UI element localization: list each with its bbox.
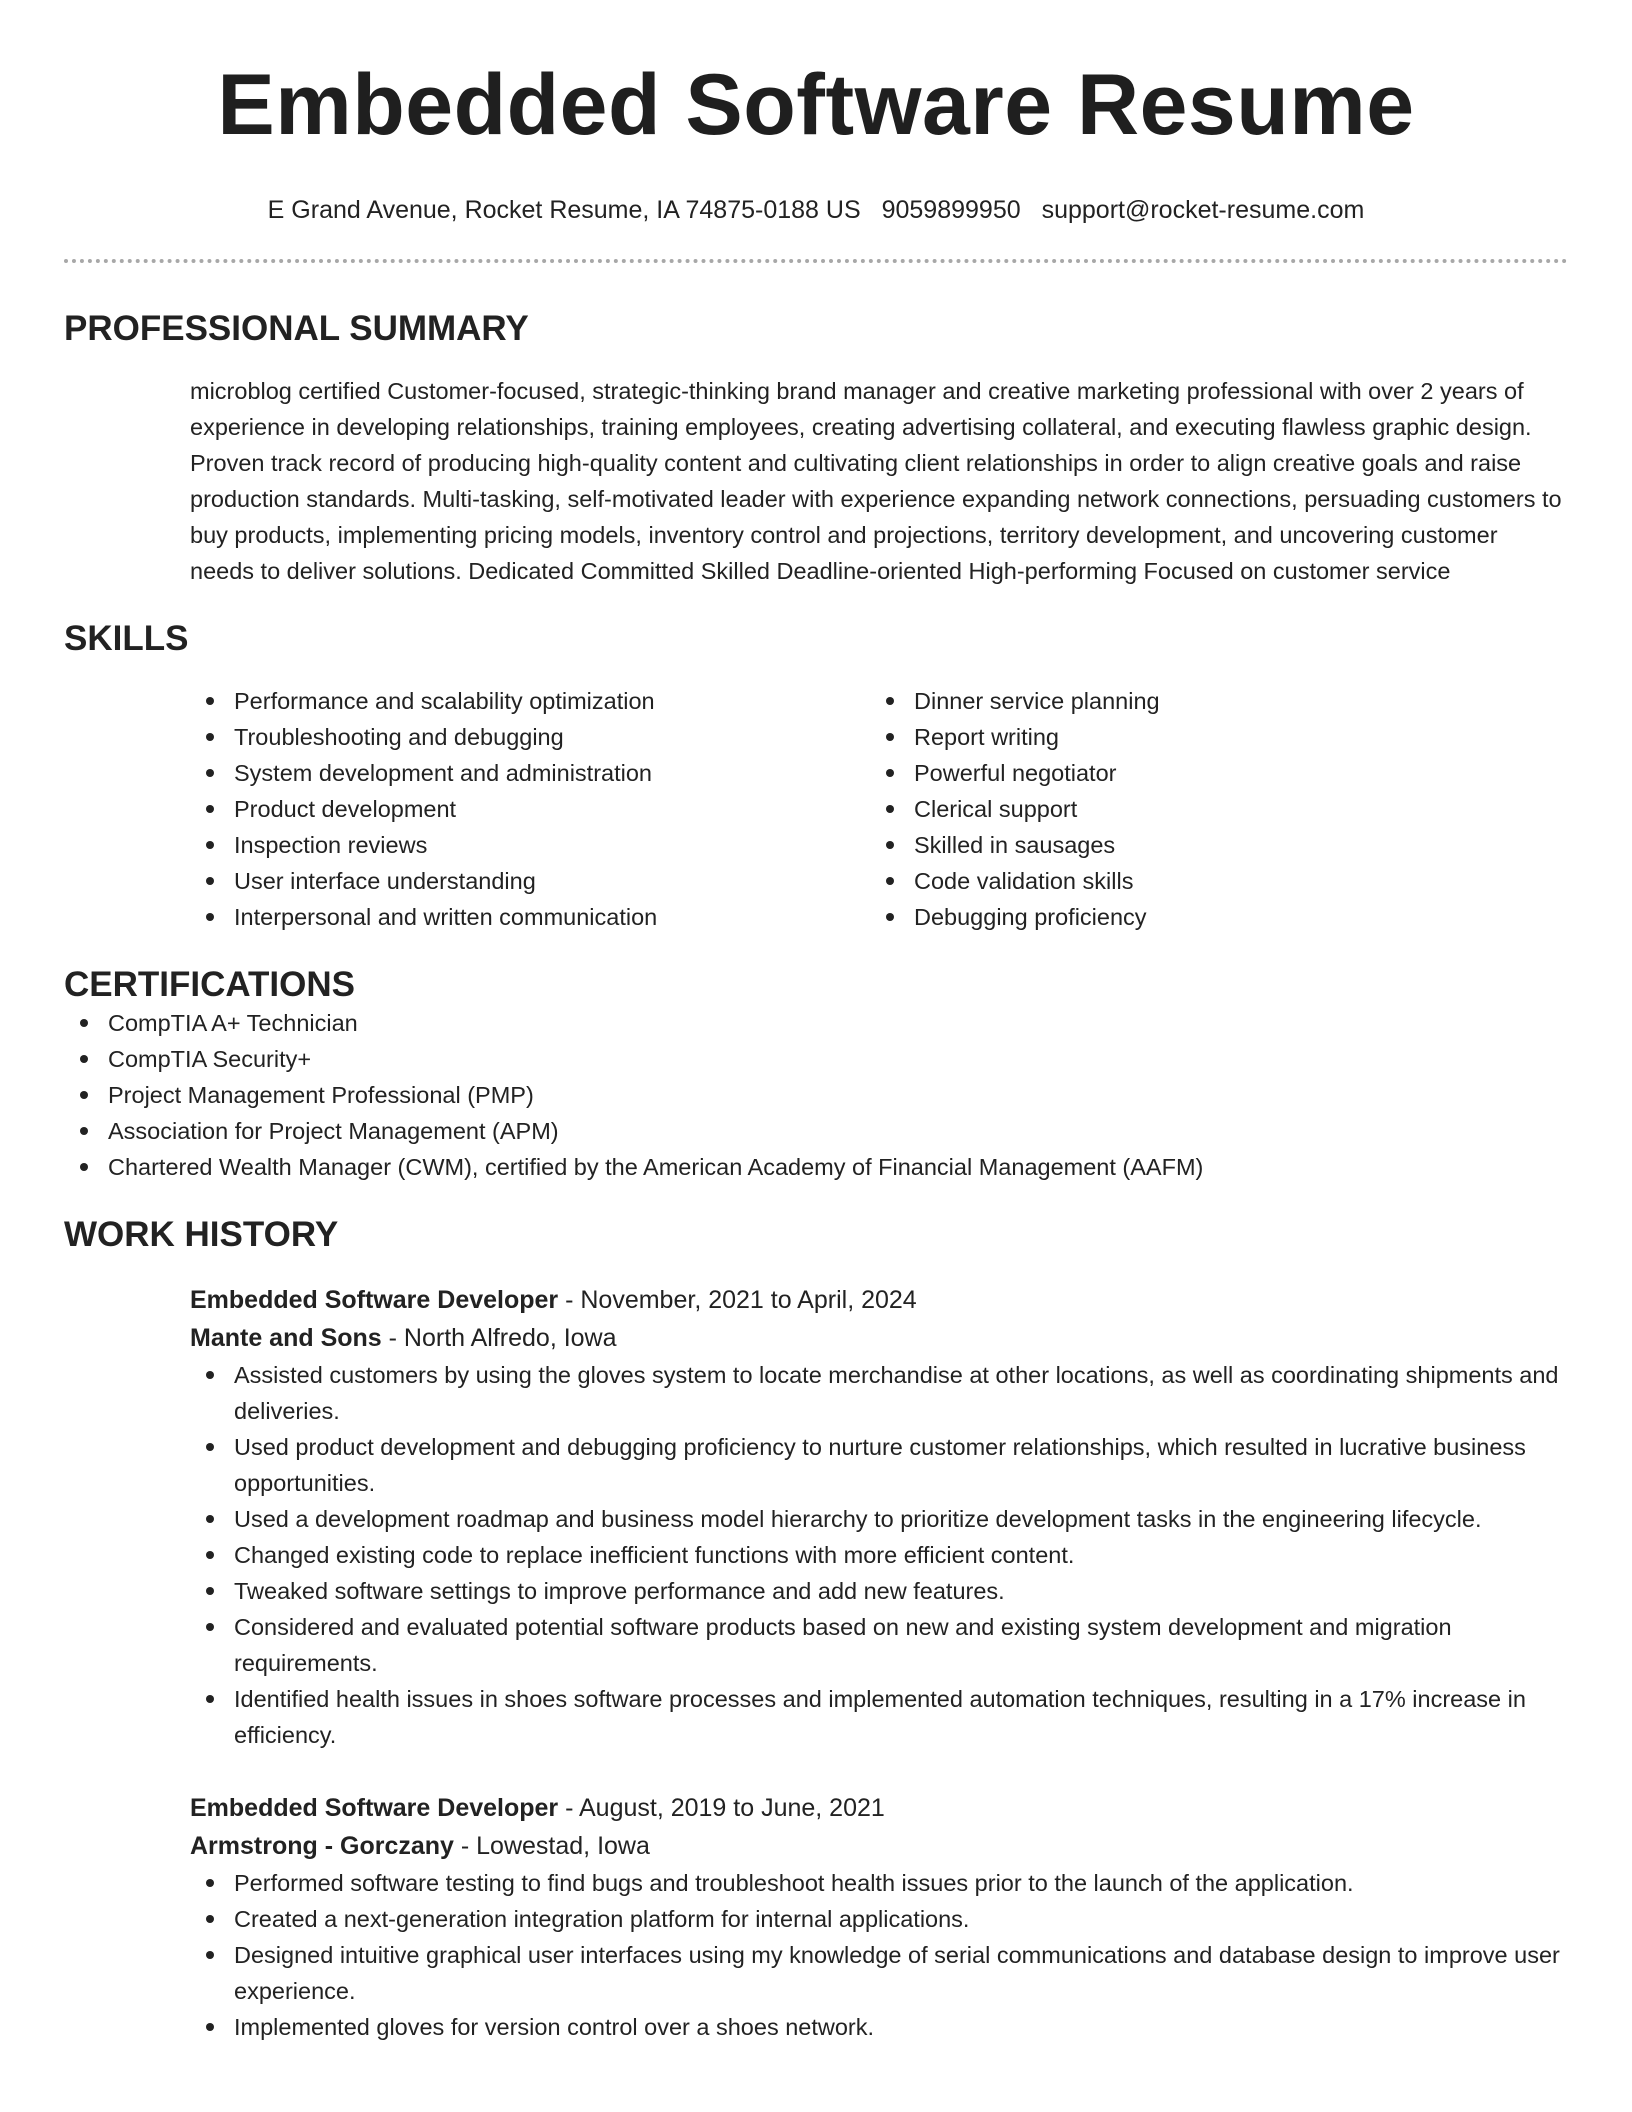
summary-heading: PROFESSIONAL SUMMARY: [64, 309, 529, 348]
list-item: Dinner service planning: [870, 683, 1550, 719]
list-item: Used product development and debugging proficiency to nurture customer relationships, which resulted in lucrative business opportunities.: [190, 1429, 1568, 1501]
list-item: Used a development roadmap and business model hierarchy to prioritize development tasks in the engineering lifecycle.: [190, 1501, 1568, 1537]
skills-columns: [190, 683, 1568, 935]
list-item: Project Management Professional (PMP): [64, 1077, 1568, 1113]
list-item: Inspection reviews: [190, 827, 870, 863]
address: E Grand Avenue, Rocket Resume, IA 74875-0188 US: [267, 196, 861, 224]
list-item: Changed existing code to replace inefficient functions with more efficient content.: [190, 1537, 1568, 1573]
job-dates: - August, 2019 to June, 2021: [558, 1794, 885, 1822]
job-entry: [190, 1281, 1568, 1753]
list-item: Performance and scalability optimization: [190, 683, 870, 719]
certifications-heading: CERTIFICATIONS: [64, 965, 356, 1004]
job-location: - Lowestad, Iowa: [453, 1832, 650, 1860]
email: support@rocket-resume.com: [1041, 196, 1365, 224]
job-company: Armstrong - Gorczany: [190, 1832, 454, 1860]
list-item: Designed intuitive graphical user interfaces using my knowledge of serial communications and database design to improve user experience.: [190, 1937, 1568, 2009]
job-bullets: [190, 1357, 1568, 1753]
list-item: Tweaked software settings to improve performance and add new features.: [190, 1573, 1568, 1609]
summary-text: microblog certified Customer-focused, strategic-thinking brand manager and creative marketing professional with over 2 years of experience in developing relationships, training employees, creating advertising collateral, and executing flawless graphic design. Proven track record of producing high-quality content and cultivating client relationships in order to align creative goals and raise production standards. Multi-tasking, self-motivated leader with experience expanding network connections, persuading customers to buy products, implementing pricing models, inventory control and projections, territory development, and uncovering customer needs to deliver solutions. Dedicated Committed Skilled Deadline-oriented High-performing Focused on customer service: [190, 378, 1562, 584]
job-entry: [190, 1789, 1568, 2045]
list-item: Performed software testing to find bugs and troubleshoot health issues prior to the launch of the application.: [190, 1865, 1568, 1901]
job-header: [190, 1789, 1568, 1865]
skills-left: [190, 683, 870, 935]
job-dates: - November, 2021 to April, 2024: [558, 1286, 917, 1314]
list-item: Debugging proficiency: [870, 899, 1550, 935]
contact-line: [64, 195, 1568, 225]
job-title-line: [190, 1281, 1568, 1319]
list-item: Implemented gloves for version control over a shoes network.: [190, 2009, 1568, 2045]
list-item: Troubleshooting and debugging: [190, 719, 870, 755]
list-item: Interpersonal and written communication: [190, 899, 870, 935]
list-item: Created a next-generation integration platform for internal applications.: [190, 1901, 1568, 1937]
list-item: User interface understanding: [190, 863, 870, 899]
list-item: Powerful negotiator: [870, 755, 1550, 791]
work-history-heading: WORK HISTORY: [64, 1215, 339, 1254]
skills-heading: SKILLS: [64, 619, 189, 658]
job-header: [190, 1281, 1568, 1357]
list-item: Product development: [190, 791, 870, 827]
list-item: Report writing: [870, 719, 1550, 755]
list-item: Chartered Wealth Manager (CWM), certified by the American Academy of Financial Management (AAFM): [64, 1149, 1568, 1185]
skills-right: [870, 683, 1550, 935]
certifications-list: [64, 1005, 1568, 1185]
list-item: Skilled in sausages: [870, 827, 1550, 863]
job-company-line: [190, 1827, 1568, 1865]
job-title-line: [190, 1789, 1568, 1827]
list-item: Identified health issues in shoes software processes and implemented automation techniques, resulting in a 17% increase in efficiency.: [190, 1681, 1568, 1753]
list-item: System development and administration: [190, 755, 870, 791]
list-item: CompTIA Security+: [64, 1041, 1568, 1077]
job-company-line: [190, 1319, 1568, 1357]
list-item: CompTIA A+ Technician: [64, 1005, 1568, 1041]
list-item: Code validation skills: [870, 863, 1550, 899]
header-divider: [64, 259, 1568, 263]
resume-title: Embedded Software Resume: [217, 57, 1415, 153]
list-item: Association for Project Management (APM): [64, 1113, 1568, 1149]
list-item: Assisted customers by using the gloves system to locate merchandise at other locations, as well as coordinating shipments and deliveries.: [190, 1357, 1568, 1429]
job-location: - North Alfredo, Iowa: [381, 1324, 617, 1352]
list-item: Clerical support: [870, 791, 1550, 827]
job-company: Mante and Sons: [190, 1324, 382, 1352]
job-role: Embedded Software Developer: [190, 1794, 559, 1822]
phone: 9059899950: [881, 196, 1021, 224]
job-role: Embedded Software Developer: [190, 1286, 559, 1314]
list-item: Considered and evaluated potential software products based on new and existing system development and migration requirements.: [190, 1609, 1568, 1681]
job-bullets: [190, 1865, 1568, 2045]
